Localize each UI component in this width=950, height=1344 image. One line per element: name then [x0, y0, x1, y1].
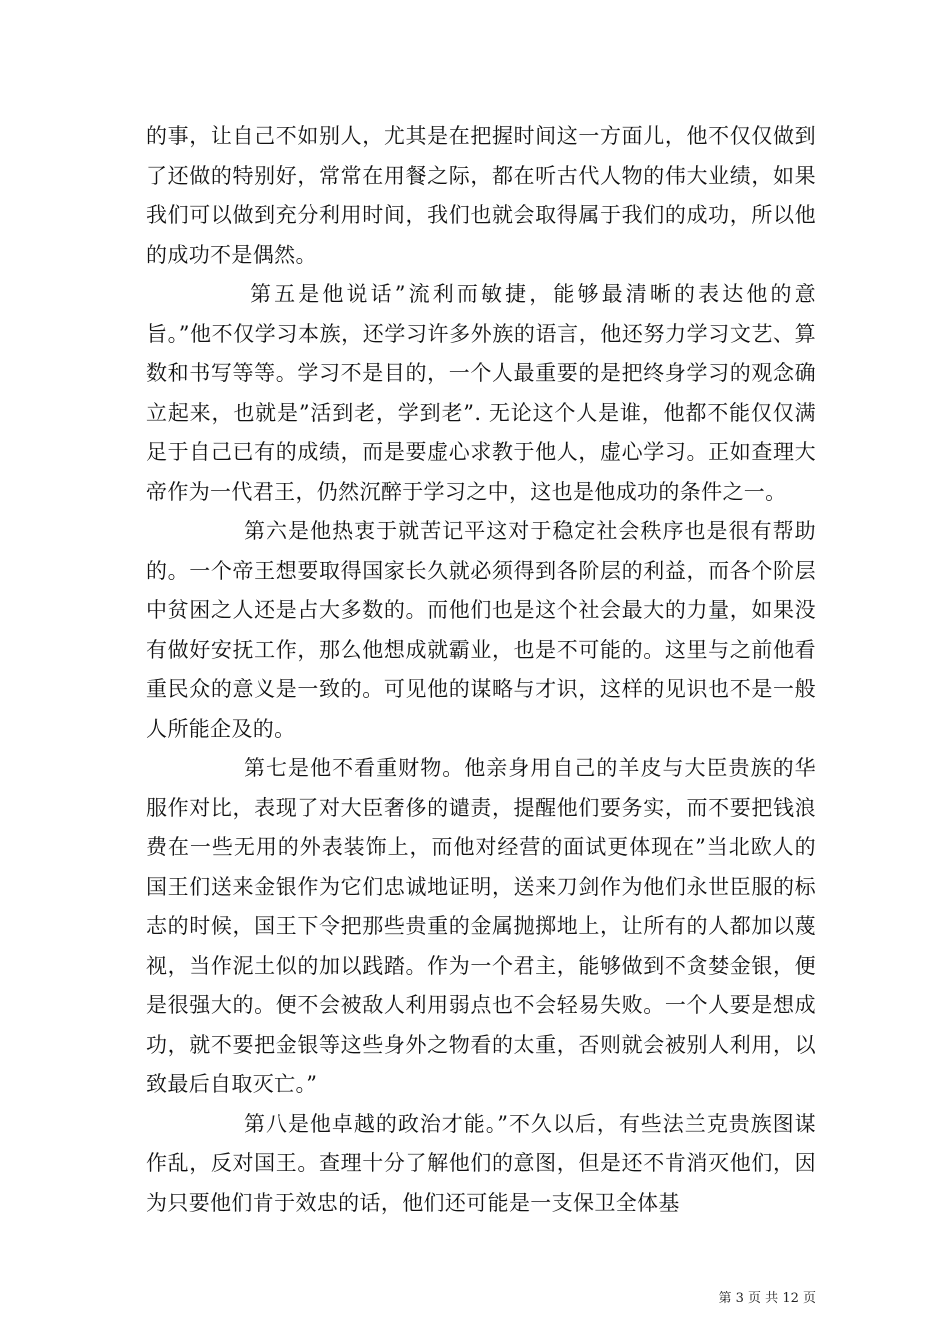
- paragraph-1: 的事，让自己不如别人，尤其是在把握时间这一方面儿，他不仅仅做到了还做的特别好，常常在用餐之际，都在听古代人物的伟大业绩，如果我们可以做到充分利用时间，我们也就会取得属于我们的成功，所以他的成功不是偶然。: [146, 124, 816, 267]
- paragraph-4: 第七是他不看重财物。他亲身用自己的羊皮与大臣贵族的华服作对比，表现了对大臣奢侈的谴责，提醒他们要务实，而不要把钱浪费在一些无用的外表装饰上，而他对经营的面试更体现在”当北欧人的国王们送来金银作为它们忠诚地证明，送来刀剑作为他们永世臣服的标志的时候，国王下令把那些贵重的金属抛掷地上，让所有的人都加以蔑视，当作泥土似的加以践踏。作为一个君主，能够做到不贪婪金银，便是很强大的。便不会被敌人利用弱点也不会轻易失败。一个人要是想成功，就不要把金银等这些身外之物看的太重，否则就会被别人利用，以致最后自取灭亡。”: [146, 756, 816, 1096]
- paragraph-2: 第五是他说话”流利而敏捷，能够最清晰的表达他的意旨。”他不仅学习本族，还学习许多外族的语言，他还努力学习文艺、算数和书写等等。学习不是目的，一个人最重要的是把终身学习的观念确立起来，也就是”活到老，学到老”. 无论这个人是谁，他都不能仅仅满足于自己已有的成绩，而是要虚心求教于他人，虚心学习。正如查理大帝作为一代君王，仍然沉醉于学习之中，这也是他成功的条件之一。: [146, 282, 816, 504]
- document-body: [146, 117, 816, 1223]
- paragraph-5: 第八是他卓越的政治才能。”不久以后，有些法兰克贵族图谋作乱，反对国王。查理十分了解他们的意图，但是还不肯消灭他们，因为只要他们肯于效忠的话，他们还可能是一支保卫全体基: [146, 1111, 816, 1215]
- page-number-footer: 第 3 页 共 12 页: [718, 1291, 816, 1306]
- paragraph-3: 第六是他热衷于就苦记平这对于稳定社会秩序也是很有帮助的。一个帝王想要取得国家长久就必须得到各阶层的利益，而各个阶层中贫困之人还是占大多数的。而他们也是这个社会最大的力量，如果没有做好安抚工作，那么他想成就霸业，也是不可能的。这里与之前他看重民众的意义是一致的。可见他的谋略与才识，这样的见识也不是一般人所能企及的。: [146, 519, 816, 741]
